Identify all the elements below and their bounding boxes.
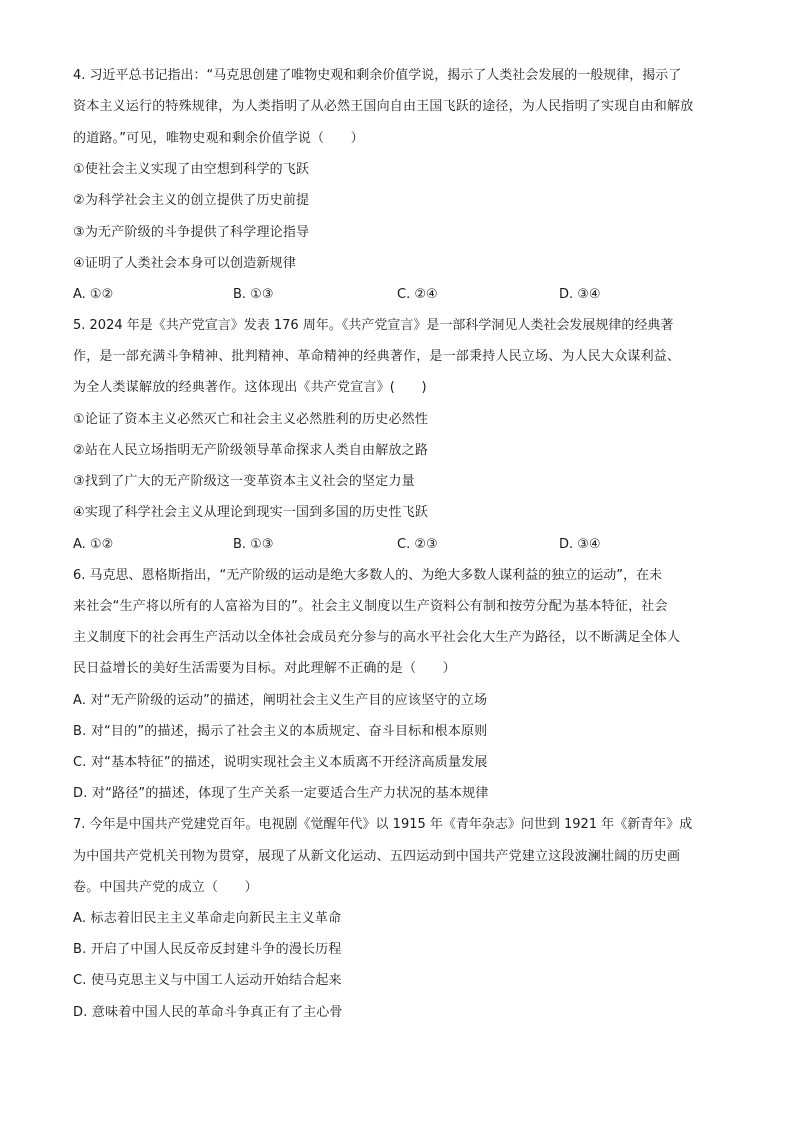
q7-option-c[interactable]: C. 使马克思主义与中国工人运动开始结合起来 [73, 973, 342, 988]
q4-choice-d[interactable]: D. ③④ [559, 287, 601, 302]
q5-item-4: ④实现了科学社会主义从理论到现实一国到多国的历史性飞跃 [73, 505, 429, 520]
q5-stem-line-3: 为全人类谋解放的经典著作。这体现出《共产党宣言》( ) [73, 380, 427, 395]
q5-stem-line-1: 5. 2024 年是《共产党宣言》发表 176 周年。《共产党宣言》是一部科学洞见人类社会发展规律的经典著 [73, 318, 674, 333]
q7-option-a[interactable]: A. 标志着旧民主主义革命走向新民主主义革命 [73, 911, 342, 926]
q7-stem-line-2: 为中国共产党机关刊物为贯穿，展现了从新文化运动、五四运动到中国共产党建立这段波澜壮阔的历史画 [73, 849, 681, 864]
q6-stem-line-3: 主义制度下的社会再生产活动以全体社会成员充分参与的高水平社会化大生产为路径，以不断满足全体人 [73, 630, 681, 645]
q6-stem-line-1: 6. 马克思、恩格斯指出，“无产阶级的运动是绝大多数人的、为绝大多数人谋利益的独立的运动”，在未 [73, 568, 663, 583]
q5-choices [73, 536, 723, 554]
q6-option-a[interactable]: A. 对“无产阶级的运动”的描述，阐明社会主义生产目的应该坚守的立场 [73, 693, 488, 708]
q5-choice-a[interactable]: A. ①② [73, 537, 114, 552]
q6-stem-line-4: 民日益增长的美好生活需要为目标。对此理解不正确的是（ ） [73, 661, 456, 676]
q5-choice-c[interactable]: C. ②③ [397, 537, 438, 552]
q6-option-c[interactable]: C. 对“基本特征”的描述，说明实现社会主义本质离不开经济高质量发展 [73, 755, 488, 770]
q4-stem-line-2: 资本主义运行的特殊规律，为人类指明了从必然王国向自由王国飞跃的途径，为人民指明了实现自由和解放 [73, 99, 694, 114]
q4-choice-a[interactable]: A. ①② [73, 287, 114, 302]
q4-choices [73, 286, 723, 304]
q7-option-d[interactable]: D. 意味着中国人民的革命斗争真正有了主心骨 [73, 1005, 343, 1020]
q4-choice-b[interactable]: B. ①③ [233, 287, 274, 302]
q7-stem-line-3: 卷。中国共产党的成立（ ） [73, 880, 258, 895]
q7-option-b[interactable]: B. 开启了中国人民反帝反封建斗争的漫长历程 [73, 942, 342, 957]
q5-item-3: ③找到了广大的无产阶级这一变革资本主义社会的坚定力量 [73, 474, 415, 489]
q4-item-2: ②为科学社会主义的创立提供了历史前提 [73, 193, 310, 208]
q4-item-1: ①使社会主义实现了由空想到科学的飞跃 [73, 162, 310, 177]
q5-stem-line-2: 作，是一部充满斗争精神、批判精神、革命精神的经典著作，是一部秉持人民立场、为人民大众谋利益、 [73, 349, 681, 364]
q6-option-b[interactable]: B. 对“目的”的描述，揭示了社会主义的本质规定、奋斗目标和根本原则 [73, 724, 488, 739]
q4-stem-line-1: 4. 习近平总书记指出：“马克思创建了唯物史观和剩余价值学说，揭示了人类社会发展的一般规律，揭示了 [73, 68, 682, 83]
q4-item-3: ③为无产阶级的斗争提供了科学理论指导 [73, 225, 310, 240]
q5-item-2: ②站在人民立场指明无产阶级领导革命探求人类自由解放之路 [73, 443, 429, 458]
q6-stem-line-2: 来社会“生产将以所有的人富裕为目的”。社会主义制度以生产资料公有制和按劳分配为基本特征，社会 [73, 599, 668, 614]
q4-item-4: ④证明了人类社会本身可以创造新规律 [73, 256, 297, 271]
q7-stem-line-1: 7. 今年是中国共产党建党百年。电视剧《觉醒年代》以 1915 年《青年杂志》问世到 1921 年《新青年》成 [73, 817, 693, 832]
q6-option-d[interactable]: D. 对“路径”的描述，体现了生产关系一定要适合生产力状况的基本规律 [73, 786, 489, 801]
q5-item-1: ①论证了资本主义必然灭亡和社会主义必然胜利的历史必然性 [73, 412, 429, 427]
q5-choice-b[interactable]: B. ①③ [233, 537, 274, 552]
q4-stem-line-3: 的道路。”可见，唯物史观和剩余价值学说（ ） [73, 131, 364, 146]
q5-choice-d[interactable]: D. ③④ [559, 537, 601, 552]
q4-choice-c[interactable]: C. ②④ [397, 287, 438, 302]
